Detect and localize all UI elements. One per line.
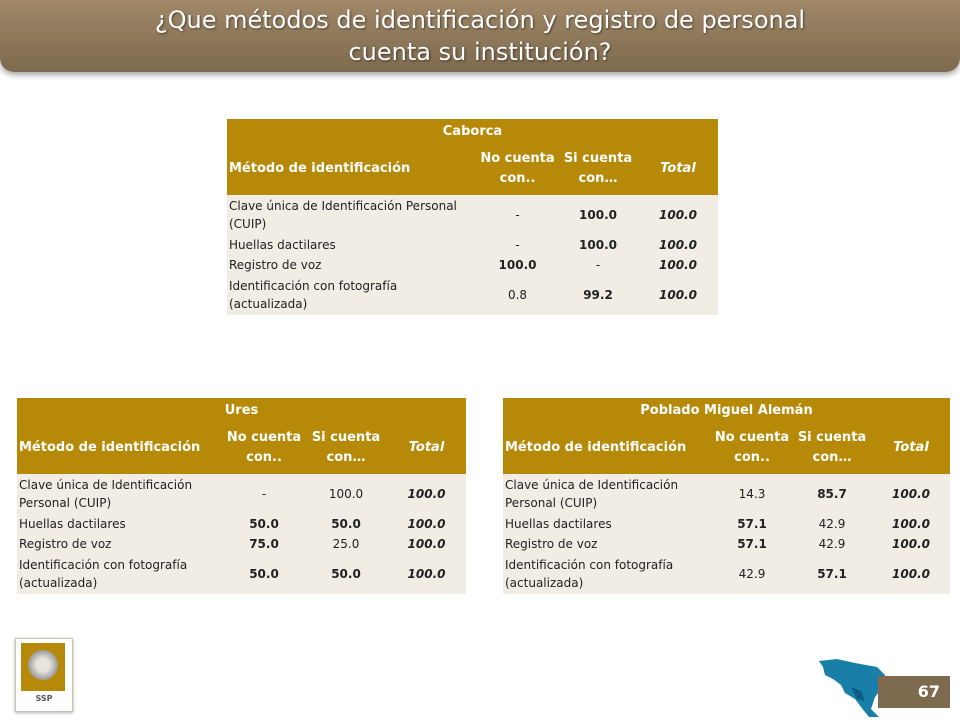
no-value: 100.0	[498, 258, 537, 272]
total-value: 100.0	[659, 288, 697, 302]
si-column-header: Si cuenta con…	[558, 143, 638, 195]
total-value: 100.0	[892, 537, 930, 551]
method-label: Identificación con fotografía (actualizada)	[505, 558, 674, 590]
method-label: Huellas dactilares	[229, 238, 336, 252]
total-value: 100.0	[407, 487, 446, 501]
si-value: 85.7	[817, 487, 847, 501]
poblado-miguel-aleman-table	[503, 398, 950, 594]
no-column-header: No cuenta con..	[477, 143, 558, 195]
no-value: 57.1	[737, 517, 767, 531]
table-row	[503, 514, 950, 534]
total-column-header: Total	[638, 143, 718, 195]
total-value: 100.0	[659, 238, 697, 252]
method-label: Huellas dactilares	[505, 517, 612, 531]
si-value: 100.0	[579, 238, 617, 252]
method-column-header: Método de identificación	[503, 422, 712, 474]
si-column-header: Si cuenta con…	[305, 422, 387, 474]
method-label: Huellas dactilares	[19, 517, 126, 531]
si-value: 50.0	[331, 567, 361, 581]
logo-text: SSP	[35, 694, 53, 703]
si-column-header: Si cuenta con…	[792, 422, 872, 474]
total-value: 100.0	[659, 258, 697, 272]
region-title: Caborca	[227, 119, 718, 143]
si-value: 50.0	[331, 517, 361, 531]
no-value: 50.0	[249, 567, 279, 581]
no-value: 42.9	[738, 567, 766, 581]
method-label: Registro de voz	[19, 537, 112, 551]
no-value: 57.1	[737, 537, 767, 551]
no-value: 50.0	[249, 517, 279, 531]
total-value: 100.0	[659, 208, 697, 222]
method-column-header: Método de identificación	[17, 422, 223, 474]
no-value: 0.8	[507, 288, 528, 302]
total-value: 100.0	[892, 487, 930, 501]
si-value: 100.0	[328, 487, 364, 501]
method-label: Identificación con fotografía (actualizada)	[19, 558, 188, 590]
table-row	[503, 554, 950, 594]
total-value: 100.0	[892, 517, 930, 531]
si-value: 42.9	[818, 537, 846, 551]
title-line-2: cuenta su institución?	[348, 38, 612, 66]
no-value: -	[261, 487, 267, 501]
ures-table	[17, 398, 466, 594]
no-column-header: No cuenta con..	[223, 422, 305, 474]
table-row	[227, 255, 718, 275]
method-label: Registro de voz	[505, 537, 598, 551]
table-row	[17, 514, 466, 534]
method-label: Registro de voz	[229, 258, 322, 272]
page-number: 67	[878, 676, 950, 708]
total-value: 100.0	[407, 537, 446, 551]
table-row	[17, 534, 466, 554]
title-line-1: ¿Que métodos de identificación y registro de personal	[154, 6, 806, 34]
caborca-table	[227, 119, 718, 315]
table-row	[503, 474, 950, 514]
method-column-header: Método de identificación	[227, 143, 477, 195]
table-row	[227, 195, 718, 235]
no-value: 75.0	[249, 537, 279, 551]
si-value: 57.1	[817, 567, 847, 581]
no-column-header: No cuenta con..	[712, 422, 792, 474]
no-value: -	[515, 238, 520, 252]
si-value: -	[595, 258, 601, 272]
si-value: 99.2	[583, 288, 613, 302]
total-column-header: Total	[387, 422, 466, 474]
table-row	[503, 534, 950, 554]
table-row	[17, 474, 466, 514]
si-value: 42.9	[818, 517, 846, 531]
total-value: 100.0	[407, 517, 446, 531]
total-value: 100.0	[407, 567, 446, 581]
total-column-header: Total	[872, 422, 950, 474]
si-value: 25.0	[332, 537, 360, 551]
method-label: Clave única de Identificación Personal (CUIP)	[505, 478, 679, 510]
no-value: -	[515, 208, 520, 222]
ssp-seal-icon	[21, 643, 65, 691]
region-title: Ures	[17, 398, 466, 422]
table-row	[17, 554, 466, 594]
ssp-logo	[15, 638, 73, 712]
method-label: Clave única de Identificación Personal (CUIP)	[19, 478, 193, 510]
total-value: 100.0	[892, 567, 930, 581]
si-value: 100.0	[579, 208, 617, 222]
table-row	[227, 275, 718, 315]
region-title: Poblado Miguel Alemán	[503, 398, 950, 422]
table-row	[227, 235, 718, 255]
slide-title	[0, 0, 960, 72]
no-value: 14.3	[738, 487, 766, 501]
method-label: Identificación con fotografía (actualizada)	[229, 279, 398, 311]
method-label: Clave única de Identificación Personal (CUIP)	[229, 199, 457, 231]
